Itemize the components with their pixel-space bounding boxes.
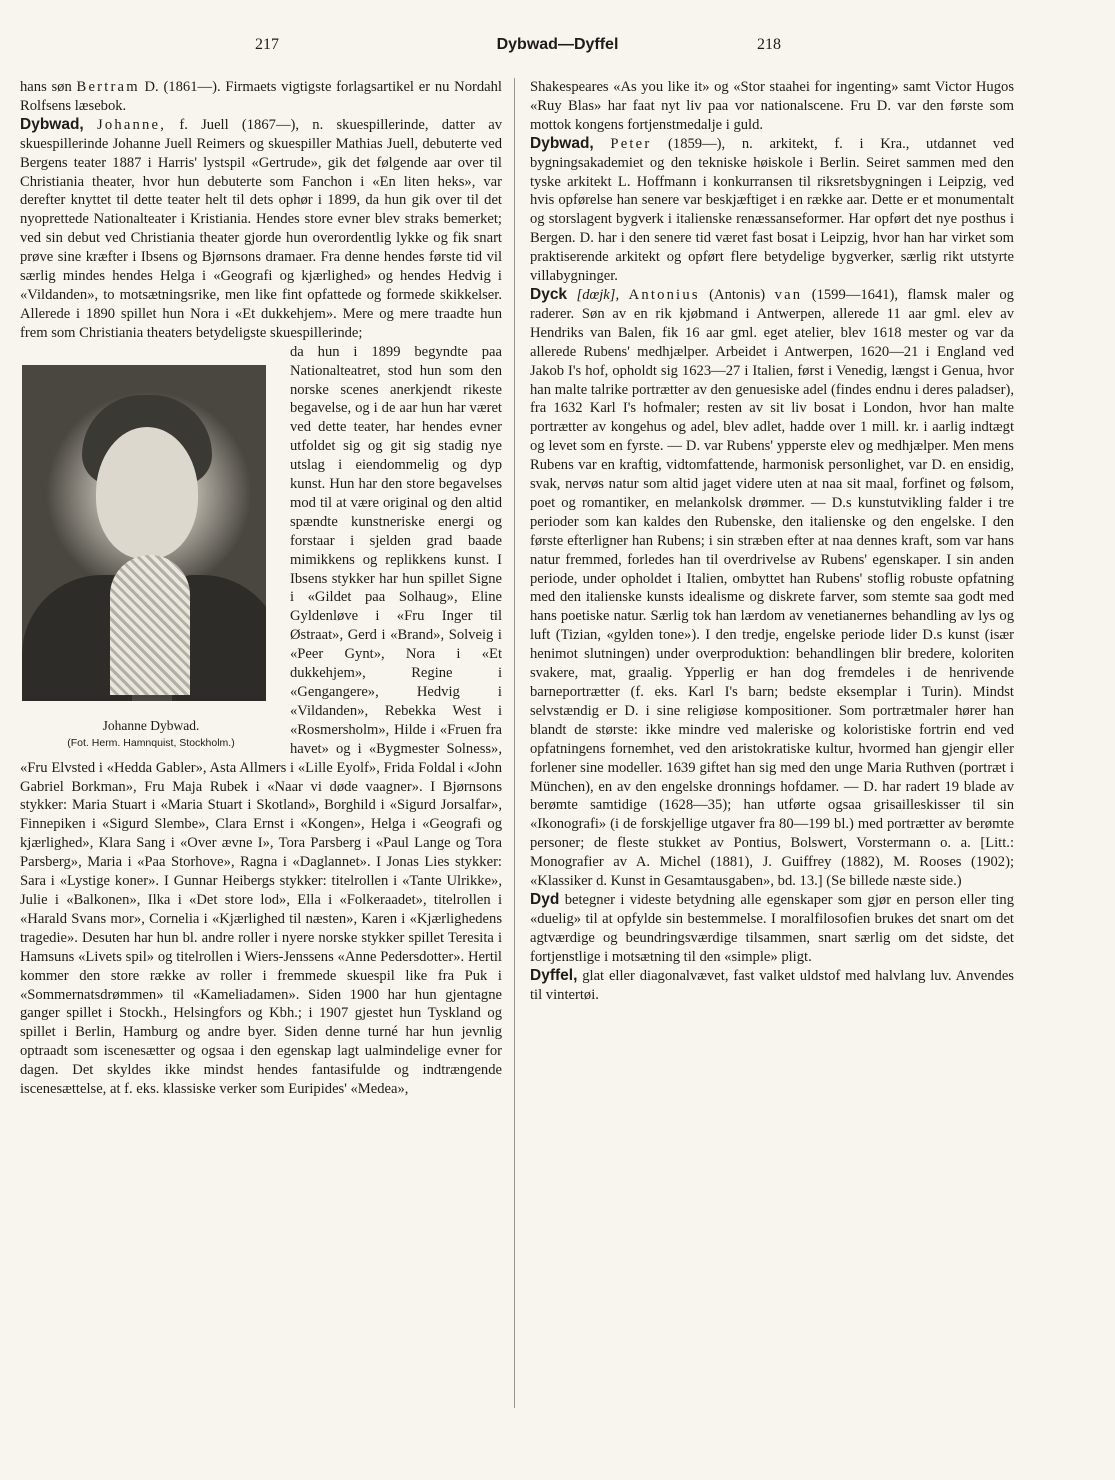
entry-dyffel: Dyffel, glat eller diagonalvævet, fast valket uldstof med halvlang luv. Anvendes til vintertøi. <box>530 966 1014 1003</box>
lemma-dyd: Dyd <box>530 890 560 908</box>
right-column <box>530 78 1014 1004</box>
entry-text-wrapped: da hun i 1899 begyndte paa Nationalteatret, stod hun som den norske scenes anerkjendt rikeste begavelse, og i de aar hun har været ved dette teater, har hendes evner utfoldet sig og git sig stadig nye utslag i eiendommelig og dyp kunst. Hun har den store begavelses mod til at være original og den altid spændte kunstneriske energi og forstaar i sjelden grad baade mimikkens og replikkens kunst. I Ibsens stykker har hun spillet Signe i «Gildet paa Solhaug», Eline Gyldenløve i «Fru Inger til Østraat», Gerd i «Brand», Solveig i «Peer Gynt», Nora i «Et dukkehjem», Regine i «Gengangere», Hedvig i «Vildanden», Rebekka West i «Rosmersholm», Hilde i «Fruen fra havet» og i «Bygmester Solness», «Fru Elvsted i «Hedda Gabler», Asta Allmers i «Lille Eyolf», Frida Foldal i «John Gabriel Borkman», Fru Maja Rubek i «Naar vi døde vaagner». I Bjørnsons stykker: Maria Stuart i «Maria Stuart i Skotland», Borghild i «Sigurd Jorsalfar», Finnepiken i «Sigurd Slembe», Clara Ernst i «Kongen», Helga i «Geografi og kjærlighed», Klara Sang i «Over ævne I», Tora Parsberg i «Paul Lange og Tora Parsberg», Maria i «Paa Storhove», Ragna i «Daglannet». I Jonas Lies stykker: Sara i «Lystige koner». I Gunnar Heibergs stykker: titelrollen i «Tante Ulrikke», Julie i «Balkonen», Ilka i «Det store lod», Ella i «Folkeraadet», titelrollen i «Harald Svans mor», Cornelia i «Kjærlighed til næsten», Karen i «Kjærlighedens tragedie». Desuten har hun bl. andre roller i nyere norske stykker spillet Teresita i Hamsuns «Livets spil» og titelrollen i Wiers-Jenssens «Anne Pedersdotter». Hertil kommer den store række av roller i fremmede skuespil like fra Puk i «Sommernatsdrømmen» til «Kameliadamen». Siden 1900 har hun gjentagne ganger spillet i Stockh., Helsingfors og Kbh.; i 1907 gjestet hun Tyskland og spillet i Berlin, Hamburg og andre byer. Siden denne turné har hun jevnlig optraadt som iscenesætter og ogsaa i den egenskap lagt ualmindelige evner for dagen. Det skyldes ikke mindst hendes fantasifulde og indtrængende iscenesættelse, at f. eks. klassiske verker som Euripides' «Medea», <box>20 343 502 1098</box>
name-peter: Peter <box>610 135 652 152</box>
entry-text: f. Juell (1867—), n. skuespillerinde, datter av skuespillerinde Johanne Juell Reimers og skuespiller Mathias Juell, debuterte ved Bergens teater 1887 i Harris' lystspil «Gertrude», gik det følgende aar over til Christiania theater, hvor hun debuterte som Fanchon i «En liten heks», var derefter knyttet til dette teater helt til dets ophør i 1899, da hun gik over til det nyoprettede Nationalteater i Kristiania. Hendes store evner blev straks bemerket; ved sin debut ved Christiania theater gjorde hun overordentlig lykke og fik snart prøve sine kræfter i Ibsens og Bjørnsons dramaer. Fra denne hendes første tid vil særlig mindes hendes Helga i «Geografi og kjærlighed» og hendes Hedvig i «Vildanden», to motsætningsrike, men like fint opfattede og formede skikkelser. Allerede i 1890 spillet hun Nora i «Et dukkehjem». Mere og mere traadte hun frem som Christiania theaters betydeligste skuespillerinde; <box>20 116 503 341</box>
page-number-left: 217 <box>255 36 279 53</box>
figure-caption: Johanne Dybwad. <box>102 717 200 733</box>
lemma-dybwad: Dybwad, <box>20 115 84 133</box>
lemma-dyffel: Dyffel, <box>530 966 578 984</box>
entry-dybwad-peter: Dybwad, Peter (1859—), n. arkitekt, f. i Kra., utdannet ved bygningsakademiet og den tekniske høiskole i Berlin. Seiret sammen med den tyske arkitekt L. Hoffmann i konkurransen til riksretsbygningen i Leipzig, ved hvis opførelse han senere var beskjæftiget i en række aar. Dette er et monumentalt og storslagent bygverk i italienske renæssanseformer. Har opført det nye posthus i Bergen. D. har i den senere tid været fast bosat i Leipzig, hvor han har virket som praktiserende arkitekt og opført flere betydelige bygverker, særlig rikt utstyrte villabygninger. <box>530 134 1014 285</box>
running-head: Dybwad—Dyffel <box>496 36 619 53</box>
name-johanne: Johanne, <box>97 116 167 133</box>
entry-continuation-right: Shakespeares «As you like it» og «Stor staahei for ingenting» samt Victor Hugos «Ruy Blas» har faat nyt liv paa vor nationalscene. Fru D. var den første som mottok kongens fortjenstmedalje i guld. <box>530 79 1014 133</box>
entry-dybwad-johanne <box>20 116 502 343</box>
portrait-photo <box>22 365 266 701</box>
name-bertram: Bertram <box>76 79 140 95</box>
entry-continuation: hans søn Bertram D. (1861—). Firmaets vigtigste forlagsartikel er nu Nordahl Rolfsens læsebok. <box>20 79 502 114</box>
lemma-dyck: Dyck <box>530 285 568 303</box>
page-header <box>0 36 1115 58</box>
pronunciation: [dœjk], <box>576 286 620 303</box>
portrait-figure <box>20 343 282 751</box>
lemma-dybwad-peter: Dybwad, <box>530 134 594 152</box>
entry-dyd: Dyd betegner i videste betydning alle egenskaper som gjør en person eller ting «duelig» til at opfylde sin bestemmelse. I moralfilosofien brukes det snart om det agtværdige og beundringsværdige tilsammen, snart særlig om det sidste, det fortjenstlige i motsætning til den «simple» pligt. <box>530 890 1014 965</box>
entry-dyck: Dyck [dœjk], Antonius (Antonis) van (1599—1641), flamsk maler og raderer. Søn av en rik kjøbmand i Antwerpen, allerede 11 aar gml. elev av Hendriks van Balen, fik 16 aar gml. eget atelier, blev 1618 mester og var da allerede Rubens' medhjælper. Arbeidet i Antwerpen, 1620—21 i England ved Jakob I's hof, opholdt sig 1623—27 i Italien, først i Venedig, længst i Genua, hvor han malte talrike portrætter av den genuesiske adel (findes endnu i deres paladser), fra 1632 Karl I's hofmaler; resten av sit liv bosat i London, hvor han malte portrætter av kongehus og adel, blev adlet, hadde over 1 mill. kr. i aarlig indtægt og levet som en fyrste. — D. var Rubens' ypperste elev og medhjælper. Men mens Rubens var en kraftig, vidtomfattende, harmonisk personlighet, var D. en ensidig, svak, nervøs natur som altid jaget videre uten at naa sit maal, forfinet og følsom, poet og romantiker, en melankolsk drømmer. — D.s kunstutvikling falder i tre perioder som kan kaldes den Rubenske, den italienske og den engelske. I den første efterligner han Rubens; i sin stræben efter at naa dennes kraft, som var hans natur fremmed, forledes han til overdrivelse av Rubens' egenskaper. I sin anden periode, under opholdet i Italien, ombyttet han Rubens' stoflig robuste opfatning med den italienske kunsts idealisme og diskrete farver, som stemte saa godt med hans poetiske natur. Særlig tok han lærdom av venetianernes behandling av lys og luft (Tizian, «gylden tone»). I den tredje, engelske periode lider D.s kunst (især henimot slutningen) under overproduktion: behandlingen blir bredere, koloriten svakere, mat, graalig. Ypperlig er han dog fremdeles i de henrivende barneportrætter (f. eks. Karl I's barn; bedste eksemplar i Turin). Mindst selvstændig er D. i sine religiøse kompositioner. Som portrætmaler hører han blandt de største: ikke mindre ved maleriske og koloristiske fortrin end ved opfatningens fornemhet, ved den aristokratiske kultur, hvormed han gjengir eller forlener sine modeller. 1639 giftet han sig med den unge Maria Ruthven (portræt i München), en av den engelske dronnings hofdamer. — D. har radert 19 blade av berømte samtidige (1628—35); han utførte ogsaa grisailleskisser til sin «Ikonografi» (i de forskjellige utgaver fra 80—199 bl.) med portrætter av berømte personer; de fleste stukket av Pontius, Bolswert, Vorstermann o. a. [Litt.: Monografier av A. Michel (1881), J. Guiffrey (1882), M. Rooses (1902); «Klassiker d. Kunst in Gesamtausgaben», bd. 13.] (Se billede næste side.) <box>530 285 1014 890</box>
name-antonius: Antonius <box>628 286 700 303</box>
left-column <box>20 78 502 1099</box>
photo-credit: (Fot. Herm. Hamnquist, Stockholm.) <box>67 736 235 749</box>
page-number-right: 218 <box>757 36 781 53</box>
column-divider <box>514 78 515 1408</box>
